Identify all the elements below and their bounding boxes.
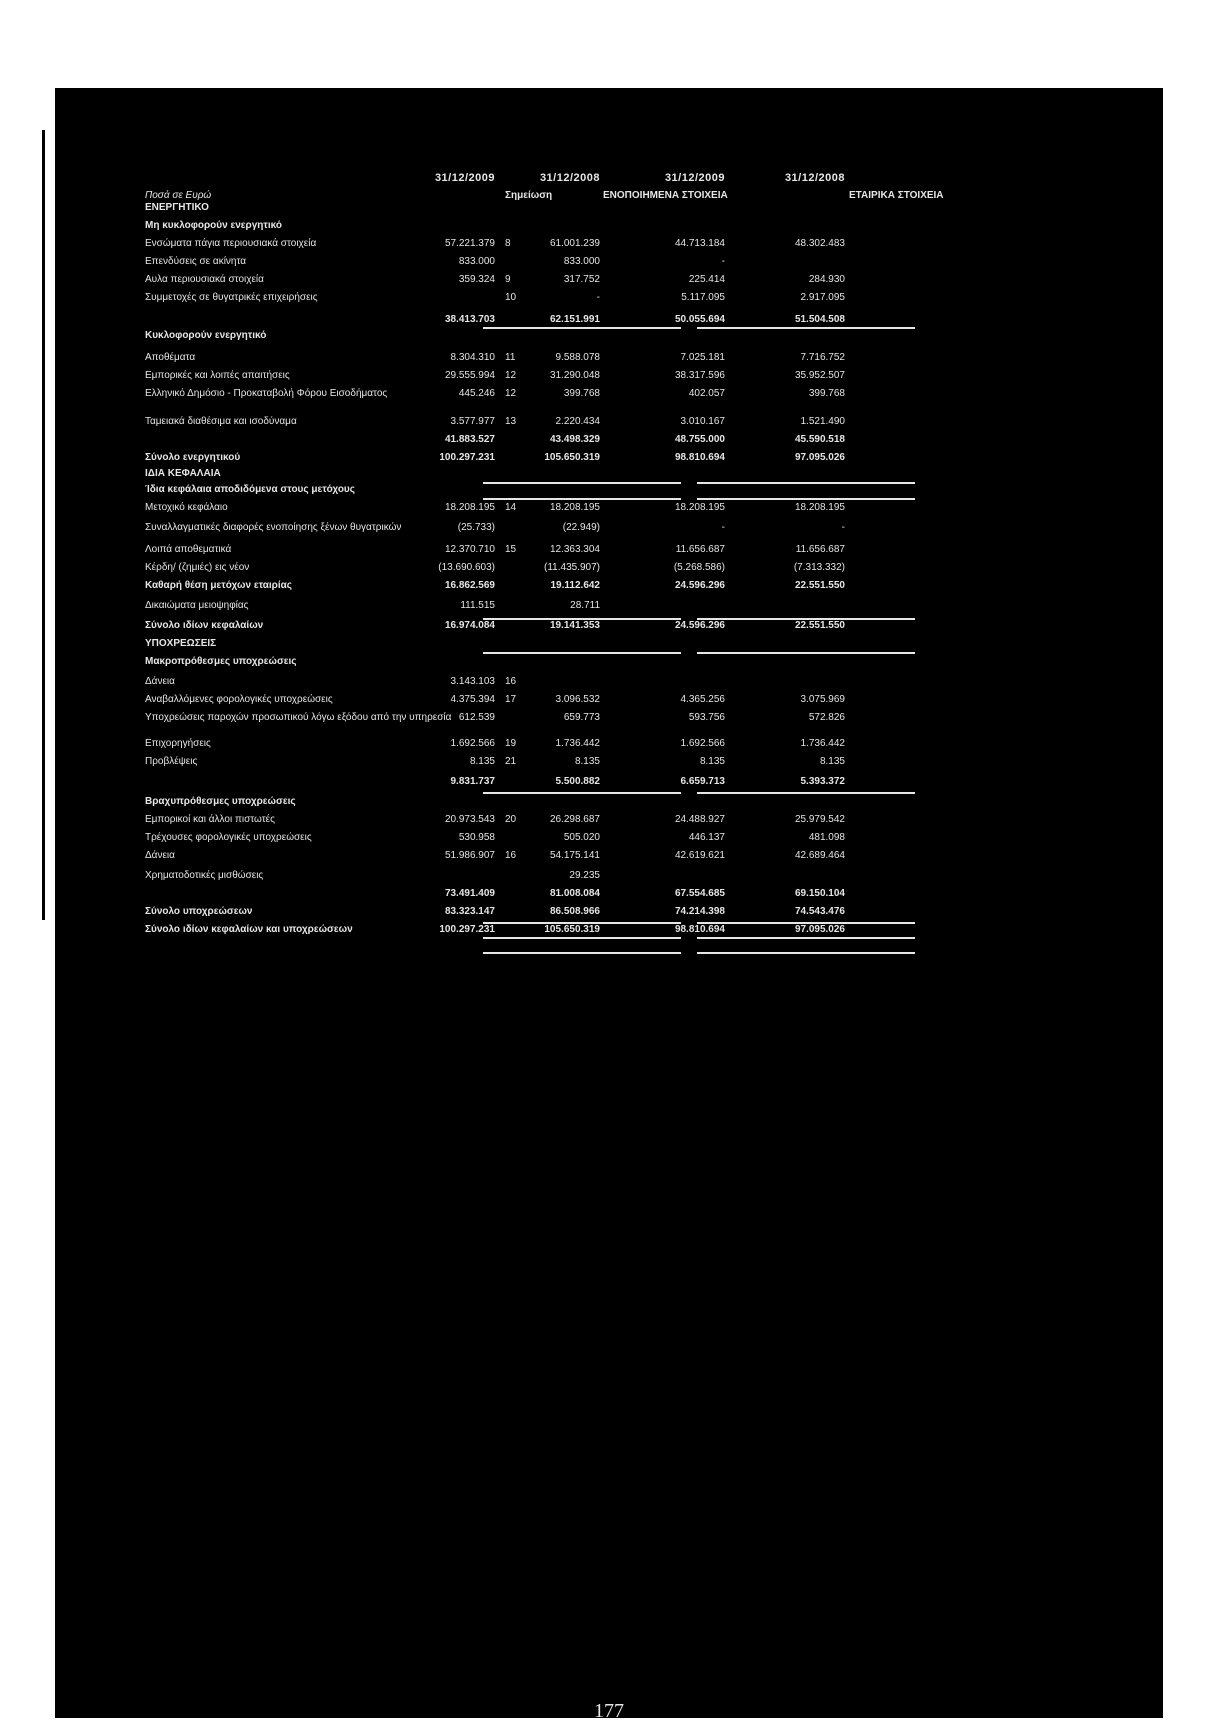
row-value: 446.137 (688, 832, 725, 843)
row-value: 97.095.026 (794, 452, 845, 463)
row-value: 833.000 (458, 256, 495, 267)
total-underline (483, 498, 583, 500)
row-value: 97.095.026 (794, 924, 845, 935)
table-row (145, 484, 1025, 504)
total-underline (581, 618, 681, 620)
table-row (145, 796, 1025, 816)
total-underline (483, 618, 583, 620)
row-value: (7.313.332) (793, 562, 845, 573)
row-note: 10 (505, 292, 517, 303)
row-value: 81.008.084 (549, 888, 600, 899)
row-value: 29.555.994 (444, 370, 495, 381)
note-column-label: Σημείωση (505, 190, 553, 201)
row-value: 44.713.184 (674, 238, 725, 249)
row-value: 1.692.566 (680, 738, 725, 749)
total-underline (697, 652, 807, 654)
row-label: Σύνολο υποχρεώσεων (145, 906, 253, 917)
row-value: 8.135 (574, 756, 600, 767)
total-underline (807, 937, 915, 939)
row-label: Αυλα περιουσιακά στοιχεία (145, 274, 264, 285)
row-value: 1.736.442 (555, 738, 600, 749)
table-row (145, 562, 1025, 582)
total-underline (697, 922, 807, 924)
row-value: 86.508.966 (549, 906, 600, 917)
row-value: 57.221.379 (444, 238, 495, 249)
total-underline (807, 498, 915, 500)
table-row (145, 580, 1025, 600)
row-value: 73.491.409 (444, 888, 495, 899)
row-value: 8.135 (699, 756, 725, 767)
row-value: 505.020 (563, 832, 600, 843)
header-date-company-2008: 31/12/2008 (784, 172, 845, 184)
table-row (145, 202, 1025, 222)
header-date-group-2008: 31/12/2008 (539, 172, 600, 184)
row-value: 1.521.490 (800, 416, 845, 427)
row-value: (25.733) (457, 522, 495, 533)
header-dates-row (145, 172, 1025, 192)
row-value: 50.055.694 (674, 314, 725, 325)
table-row (145, 330, 1025, 350)
row-value: 18.208.195 (444, 502, 495, 513)
table-row (145, 676, 1025, 696)
row-value: 19.112.642 (550, 580, 600, 591)
row-value: 42.689.464 (794, 850, 845, 861)
row-value: 1.736.442 (800, 738, 845, 749)
row-value: 48.302.483 (794, 238, 845, 249)
row-value: 22.551.550 (794, 580, 845, 591)
row-value: - (721, 256, 725, 267)
row-label: ΕΝΕΡΓΗΤΙΚΟ (145, 202, 209, 213)
total-underline (483, 952, 583, 954)
total-underline (807, 652, 915, 654)
row-label: Καθαρή θέση μετόχων εταιρίας (145, 580, 292, 591)
row-value: 38.413.703 (444, 314, 495, 325)
table-row (145, 620, 1025, 640)
row-value: 18.208.195 (674, 502, 725, 513)
scanned-balance-sheet (55, 88, 1163, 1722)
table-row (145, 434, 1025, 454)
row-label: Δάνεια (145, 676, 175, 687)
header-date-company-2009: 31/12/2009 (664, 172, 725, 184)
row-value: 41.883.527 (444, 434, 495, 445)
row-label: Ταμειακά διαθέσιμα και ισοδύναμα (145, 416, 297, 427)
row-value: 3.075.969 (800, 694, 845, 705)
row-label: Σύνολο ενεργητικού (145, 452, 241, 463)
total-underline (697, 482, 807, 484)
row-value: 61.001.239 (549, 238, 600, 249)
total-underline (581, 792, 681, 794)
row-label: Λοιπά αποθεματικά (145, 544, 232, 555)
row-value: 1.692.566 (450, 738, 495, 749)
table-row (145, 814, 1025, 834)
row-value: 25.979.542 (794, 814, 845, 825)
row-value: 12.370.710 (444, 544, 495, 555)
row-value: 24.596.296 (674, 620, 725, 631)
row-label: Ίδια κεφάλαια αποδιδόμενα στους μετόχους (145, 484, 355, 495)
row-label: Υποχρεώσεις παροχών προσωπικού λόγω εξόδου από την υπηρεσία (145, 712, 452, 723)
row-label: Μη κυκλοφορούν ενεργητικό (145, 220, 282, 231)
row-value: 24.488.927 (674, 814, 725, 825)
row-value: 35.952.507 (794, 370, 845, 381)
row-value: 20.973.543 (444, 814, 495, 825)
row-value: 3.577.977 (450, 416, 495, 427)
table-row (145, 274, 1025, 294)
row-value: 402.057 (688, 388, 725, 399)
row-value: 4.365.256 (680, 694, 725, 705)
group-data-label: ΕΝΟΠΟΙΗΜΕΝΑ ΣΤΟΙΧΕΙΑ (603, 190, 728, 201)
row-value: 8.304.310 (450, 352, 495, 363)
page-number: 177 (594, 1700, 624, 1722)
table-row (145, 638, 1025, 658)
table-row (145, 832, 1025, 852)
row-label: ΥΠΟΧΡΕΩΣΕΙΣ (145, 638, 217, 649)
row-note: 13 (505, 416, 517, 427)
row-value: (13.690.603) (438, 562, 495, 573)
row-value: 16.974.084 (444, 620, 495, 631)
total-underline (697, 952, 807, 954)
row-value: 105.650.319 (544, 924, 600, 935)
row-note: 20 (505, 814, 517, 825)
total-underline (483, 792, 583, 794)
row-value: 7.025.181 (680, 352, 725, 363)
table-row (145, 600, 1025, 620)
total-underline (581, 652, 681, 654)
table-row (145, 738, 1025, 758)
row-value: 9.831.737 (450, 776, 495, 787)
row-value: 284.930 (808, 274, 845, 285)
row-label: Επιχορηγήσεις (145, 738, 211, 749)
total-underline (581, 922, 681, 924)
table-row (145, 370, 1025, 390)
table-row (145, 756, 1025, 776)
row-value: 399.768 (808, 388, 845, 399)
table-row (145, 388, 1025, 408)
row-label: Δάνεια (145, 850, 175, 861)
row-value: - (841, 522, 845, 533)
total-underline (807, 618, 915, 620)
row-value: 98.810.694 (674, 924, 725, 935)
row-value: 399.768 (563, 388, 600, 399)
row-value: 62.151.991 (549, 314, 600, 325)
row-value: 26.298.687 (549, 814, 600, 825)
total-underline (581, 498, 681, 500)
row-value: - (596, 292, 600, 303)
total-underline (697, 327, 807, 329)
row-value: 74.543.476 (794, 906, 845, 917)
row-note: 17 (505, 694, 517, 705)
row-label: ΙΔΙΑ ΚΕΦΑΛΑΙΑ (145, 468, 221, 479)
row-value: 22.551.550 (794, 620, 845, 631)
total-underline (483, 937, 583, 939)
total-underline (807, 327, 915, 329)
row-value: 83.323.147 (444, 906, 495, 917)
row-label: Προβλέψεις (145, 756, 198, 767)
row-note: 9 (505, 274, 511, 285)
currency-label: Ποσά σε Ευρώ (145, 190, 212, 201)
row-value: 51.986.907 (444, 850, 495, 861)
total-underline (483, 327, 583, 329)
row-note: 21 (505, 756, 517, 767)
row-value: - (721, 522, 725, 533)
table-row (145, 416, 1025, 436)
row-note: 16 (505, 676, 517, 687)
row-label: Κυκλοφορούν ενεργητικό (145, 330, 267, 341)
row-label: Σύνολο ιδίων κεφαλαίων (145, 620, 264, 631)
row-value: (11.435.907) (544, 562, 600, 573)
row-value: (5.268.586) (673, 562, 725, 573)
row-value: 29.235 (569, 870, 600, 881)
total-underline (807, 792, 915, 794)
total-underline (581, 937, 681, 939)
row-value: (22.949) (562, 522, 600, 533)
row-note: 15 (505, 544, 517, 555)
row-value: 100.297.231 (439, 924, 495, 935)
row-value: 2.220.434 (555, 416, 600, 427)
table-row (145, 924, 1025, 944)
row-value: 42.619.621 (674, 850, 725, 861)
row-label: Επενδύσεις σε ακίνητα (145, 256, 247, 267)
row-value: 6.659.713 (680, 776, 725, 787)
row-value: 612.539 (458, 712, 495, 723)
row-note: 16 (505, 850, 517, 861)
row-label: Ενσώματα πάγια περιουσιακά στοιχεία (145, 238, 317, 249)
row-value: 43.498.329 (549, 434, 600, 445)
row-value: 67.554.685 (674, 888, 725, 899)
row-value: 5.500.882 (555, 776, 600, 787)
row-label: Εμπορικοί και άλλοι πιστωτές (145, 814, 275, 825)
total-underline (581, 482, 681, 484)
row-value: 100.297.231 (439, 452, 495, 463)
row-value: 38.317.596 (674, 370, 725, 381)
row-value: 3.010.167 (680, 416, 725, 427)
row-note: 19 (505, 738, 517, 749)
row-note: 14 (505, 502, 517, 513)
total-underline (697, 498, 807, 500)
row-label: Αναβαλλόμενες φορολογικές υποχρεώσεις (145, 694, 333, 705)
table-row (145, 870, 1025, 890)
row-value: 572.826 (808, 712, 845, 723)
row-label: Συναλλαγματικές διαφορές ενοποίησης ξένων θυγατρικών (145, 522, 402, 533)
row-value: 7.716.752 (800, 352, 845, 363)
table-row (145, 850, 1025, 870)
table-row (145, 656, 1025, 676)
row-value: 8.135 (819, 756, 845, 767)
row-value: 18.208.195 (794, 502, 845, 513)
row-value: 833.000 (563, 256, 600, 267)
row-label: Βραχυπρόθεσμες υποχρεώσεις (145, 796, 296, 807)
row-note: 12 (505, 370, 517, 381)
row-value: 530.958 (458, 832, 495, 843)
total-underline (807, 952, 915, 954)
total-underline (581, 952, 681, 954)
row-value: 659.773 (563, 712, 600, 723)
table-row (145, 888, 1025, 908)
row-value: 69.150.104 (794, 888, 845, 899)
total-underline (483, 482, 583, 484)
total-underline (581, 327, 681, 329)
row-value: 9.588.078 (555, 352, 600, 363)
row-value: 98.810.694 (674, 452, 725, 463)
table-row (145, 712, 1025, 732)
row-value: 16.862.569 (444, 580, 495, 591)
row-label: Εμπορικές και λοιπές απαιτήσεις (145, 370, 290, 381)
row-label: Δικαιώματα μειοψηφίας (145, 600, 249, 611)
table-row (145, 238, 1025, 258)
row-label: Ελληνικό Δημόσιο - Προκαταβολή Φόρου Εισοδήματος (145, 388, 388, 399)
row-value: 45.590.518 (794, 434, 845, 445)
company-data-label: ΕΤΑΙΡΙΚΑ ΣΤΟΙΧΕΙΑ (849, 190, 944, 201)
total-underline (483, 652, 583, 654)
total-underline (697, 618, 807, 620)
row-note: 11 (505, 352, 516, 363)
row-value: 54.175.141 (549, 850, 600, 861)
row-value: 4.375.394 (450, 694, 495, 705)
row-label: Μετοχικό κεφάλαιο (145, 502, 228, 513)
total-underline (807, 482, 915, 484)
row-value: 51.504.508 (794, 314, 845, 325)
table-row (145, 220, 1025, 240)
row-value: 31.290.048 (549, 370, 600, 381)
total-underline (807, 922, 915, 924)
table-row (145, 694, 1025, 714)
row-value: 359.324 (458, 274, 495, 285)
row-value: 593.756 (688, 712, 725, 723)
table-row (145, 352, 1025, 372)
row-value: 8.135 (469, 756, 495, 767)
total-underline (697, 937, 807, 939)
table-row (145, 256, 1025, 276)
row-value: 19.141.353 (549, 620, 600, 631)
row-value: 225.414 (688, 274, 725, 285)
row-label: Συμμετοχές σε θυγατρικές επιχειρήσεις (145, 292, 318, 303)
row-value: 11.656.687 (795, 544, 845, 555)
row-value: 12.363.304 (549, 544, 600, 555)
total-underline (697, 792, 807, 794)
row-value: 3.096.532 (555, 694, 600, 705)
total-underline (483, 922, 583, 924)
row-label: Αποθέματα (145, 352, 196, 363)
left-margin-rule (42, 130, 45, 920)
row-value: 317.752 (563, 274, 600, 285)
row-note: 12 (505, 388, 517, 399)
header-date-group-2009: 31/12/2009 (434, 172, 495, 184)
row-value: 5.117.095 (681, 292, 725, 303)
row-value: 5.393.372 (800, 776, 845, 787)
table-row (145, 522, 1025, 542)
row-value: 2.917.095 (800, 292, 845, 303)
row-label: Τρέχουσες φορολογικές υποχρεώσεις (145, 832, 312, 843)
row-value: 111.515 (460, 600, 495, 611)
table-row (145, 292, 1025, 312)
row-value: 28.711 (570, 600, 600, 611)
row-value: 3.143.103 (450, 676, 495, 687)
row-value: 74.214.398 (674, 906, 725, 917)
row-value: 18.208.195 (549, 502, 600, 513)
row-value: 48.755.000 (674, 434, 725, 445)
row-value: 24.596.296 (674, 580, 725, 591)
row-value: 11.656.687 (675, 544, 725, 555)
row-label: Σύνολο ιδίων κεφαλαίων και υποχρεώσεων (145, 924, 353, 935)
row-note: 8 (505, 238, 511, 249)
table-row (145, 544, 1025, 564)
row-label: Χρηματοδοτικές μισθώσεις (145, 870, 264, 881)
row-value: 105.650.319 (544, 452, 600, 463)
row-label: Κέρδη/ (ζημιές) εις νέον (145, 562, 250, 573)
row-value: 481.098 (808, 832, 845, 843)
row-label: Μακροπρόθεσμες υποχρεώσεις (145, 656, 297, 667)
table-row (145, 502, 1025, 522)
row-value: 445.246 (458, 388, 495, 399)
